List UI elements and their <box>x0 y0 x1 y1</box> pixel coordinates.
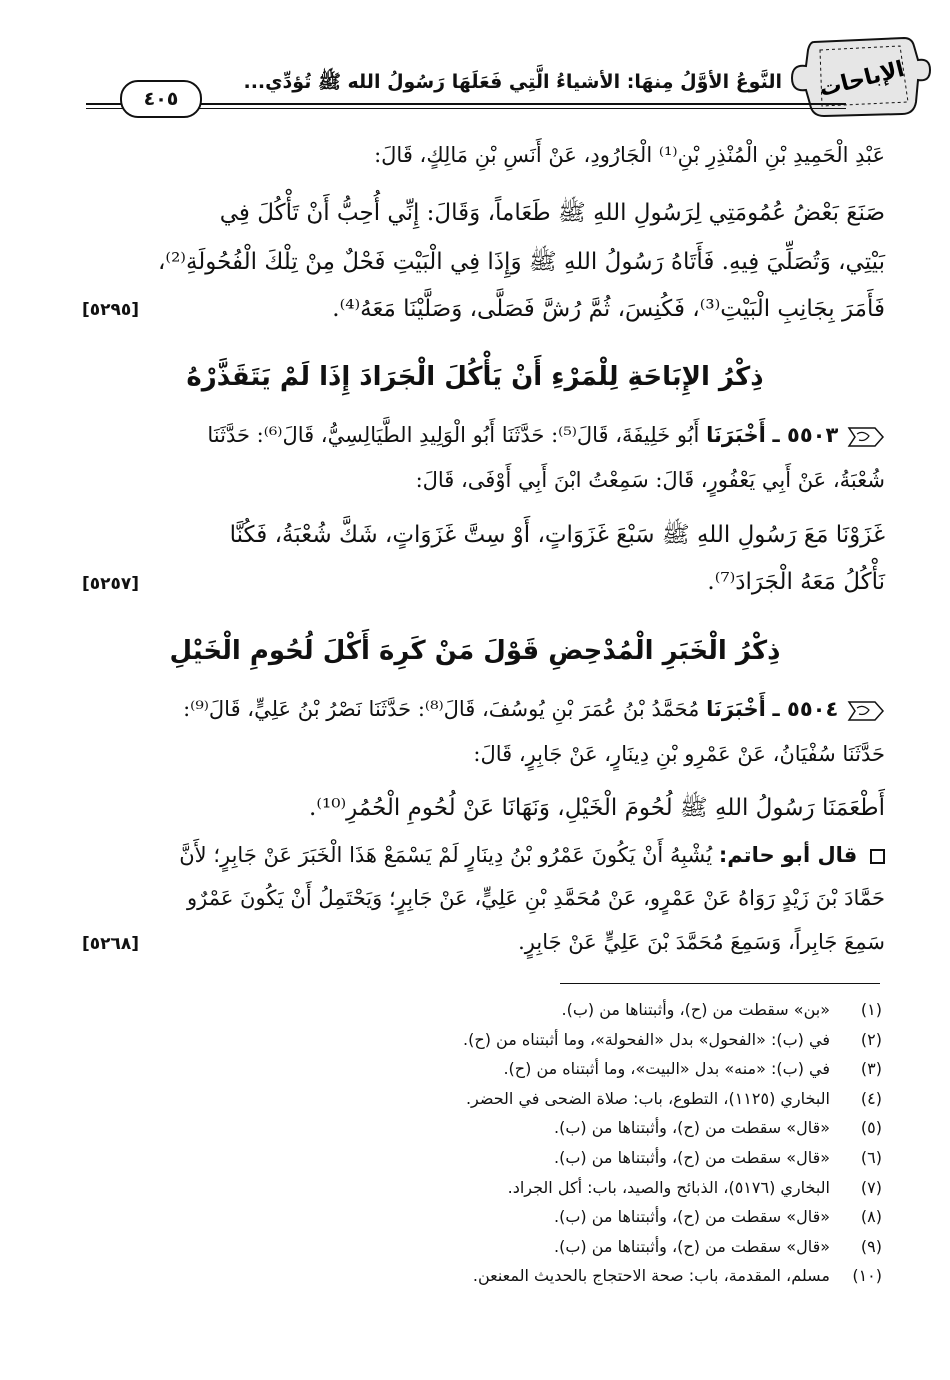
footnote: (٣)في (ب): «منه» بدل «البيت»، وما أثبتناه من (ح). <box>503 1059 882 1079</box>
hadith-number: ٥٥٠٤ ـ <box>772 697 839 721</box>
quote-line: فَأَمَرَ بِجَانِبِ الْبَيْتِ⁽³⁾، فَكُنِسَ، ثُمَّ رُشَّ فَصَلَّى، وَصَلَّيْنَا مَعَهُ⁽⁴⁾. <box>332 296 885 322</box>
quote-line: غَزَوْنَا مَعَ رَسُولِ اللهِ ﷺ سَبْعَ غَزَوَاتٍ، أَوْ سِتَّ غَزَوَاتٍ، شَكَّ شُعْبَةُ، فَكُنَّا <box>229 522 885 548</box>
quote-line: نَأْكُلُ مَعَهُ الْجَرَادَ⁽⁷⁾. <box>707 569 885 595</box>
hadith-line <box>207 423 885 450</box>
hadith-line <box>183 697 885 724</box>
commentary-line <box>179 843 885 867</box>
quote-line: أَطْعَمَنَا رَسُولُ اللهِ ﷺ لُحُومَ الْخَيْلِ، وَنَهَانَا عَنْ لُحُومِ الْحُمُرِ⁽¹⁰⁾. <box>309 795 885 821</box>
reference-number: [٥٢٩٥] <box>82 300 140 320</box>
footnote: (٨)«قال» سقطت من (ح)، وأثبتناها من (ب). <box>554 1207 882 1227</box>
reference-number: [٥٢٥٧] <box>82 574 140 594</box>
footnotes <box>62 995 882 1291</box>
footnote: (٧)البخاري (٥١٧٦)، الذبائح والصيد، باب: أكل الجراد. <box>507 1177 882 1197</box>
quote-line: صَنَعَ بَعْضُ عُمُومَتِي لِرَسُولِ اللهِ ﷺ طَعَاماً، وَقَالَ: إِنِّي أُحِبُّ أَنْ تَأْكُلَ فِي <box>219 200 885 226</box>
footnote: (٦)«قال» سقطت من (ح)، وأثبتناها من (ب). <box>554 1147 882 1167</box>
hadith-marker-icon <box>845 424 885 450</box>
isnad-line: حَدَّثَنَا سُفْيَانُ، عَنْ عَمْرِو بْنِ دِينَارٍ، عَنْ جَابِرٍ، قَالَ: <box>473 742 885 766</box>
isnad-line: شُعْبَةُ، عَنْ أَبِي يَعْفُورٍ، قَالَ: سَمِعْتُ ابْنَ أَبِي أَوْفَى، قَالَ: <box>415 468 885 492</box>
akhbarana-label: أَخْبَرَنَا <box>706 423 766 447</box>
running-title: النَّوعُ الأوَّلُ مِنهَا: الأشياءُ الَّتِي فَعَلَهَا رَسُولُ الله ﷺ تُؤدِّي... <box>243 71 782 93</box>
footnote: (٤)البخاري (١١٢٥)، التطوع، باب: صلاة الضحى في الحضر. <box>465 1088 882 1108</box>
commentary-line: سَمِعَ جَابِراً، وَسَمِعَ مُحَمَّدَ بْنَ عَلِيٍّ عَنْ جَابِرٍ. <box>518 930 885 954</box>
hadith-marker-icon <box>845 698 885 724</box>
badge-label: الإباحات <box>816 56 907 103</box>
page-number: ٤٠٥ <box>120 80 202 118</box>
footnote: (١٠)مسلم، المقدمة، باب: صحة الاحتجاج بالحديث المعنعن. <box>472 1266 882 1286</box>
abu-hatim-label: قال أبو حاتم: <box>718 843 858 867</box>
text-line: عَبْدِ الْحَمِيدِ بْنِ الْمُنْذِرِ بْنِ⁽¹⁾ الْجَارُودِ، عَنْ أَنَسِ بْنِ مَالِكٍ، قَالَ: <box>374 143 885 167</box>
footnote-separator <box>560 983 880 984</box>
hadith-number: ٥٥٠٣ ـ <box>772 423 839 447</box>
footnote: (٥)«قال» سقطت من (ح)، وأثبتناها من (ب). <box>554 1118 882 1138</box>
isnad-text: أَبُو خَلِيفَةَ، قَالَ⁽⁵⁾: حَدَّثَنَا أَبُو الْوَلِيدِ الطَّيَالِسِيُّ، قَالَ⁽⁶⁾: حَدَّثَنَا <box>207 423 700 447</box>
reference-number: [٥٢٦٨] <box>82 934 140 954</box>
footnote: (٢)في (ب): «الفحول» بدل «الفحولة»، وما أثبتناه من (ح). <box>463 1029 882 1049</box>
isnad-text: مُحَمَّدُ بْنُ عُمَرَ بْنِ يُوسُفَ، قَالَ⁽⁸⁾: حَدَّثَنَا نَصْرُ بْنُ عَلِيٍّ، قَالَ⁽⁹⁾: <box>183 697 700 721</box>
square-bullet-icon <box>870 849 885 864</box>
section-heading: ذِكْرُ الإِبَاحَةِ لِلْمَرْءِ أَنْ يَأْكُلَ الْجَرَادَ إِذَا لَمْ يَتَقَذَّرْهُ <box>186 362 764 392</box>
akhbarana-label: أَخْبَرَنَا <box>706 697 766 721</box>
section-heading: ذِكْرُ الْخَبَرِ الْمُدْحِضِ قَوْلَ مَنْ كَرِهَ أَكْلَ لُحُومِ الْخَيْلِ <box>169 636 781 666</box>
commentary-text: يُشْبِهُ أَنْ يَكُونَ عَمْرُو بْنُ دِينَارٍ لَمْ يَسْمَعْ هَذَا الْخَبَرَ عَنْ جَابِرٍ؛ لأَنَّ <box>179 843 713 867</box>
commentary-line: حَمَّادَ بْنَ زَيْدٍ رَوَاهُ عَنْ عَمْرٍو، عَنْ مُحَمَّدِ بْنِ عَلِيٍّ، عَنْ جَابِرٍ؛ وَيَحْتَمِلُ أَنْ يَكُونَ عَمْرٌو <box>186 886 885 910</box>
quote-line: بَيْتِي، وَتُصَلِّيَ فِيهِ. فَأَتَاهُ رَسُولُ اللهِ ﷺ وَإِذَا فِي الْبَيْتِ فَحْلٌ مِنْ تِلْكَ الْفُحُولَةِ⁽²⁾، <box>157 249 885 275</box>
footnote: (٩)«قال» سقطت من (ح)، وأثبتناها من (ب). <box>554 1236 882 1256</box>
footnote: (١)«بن» سقطت من (ح)، وأثبتناها من (ب). <box>561 1000 882 1019</box>
